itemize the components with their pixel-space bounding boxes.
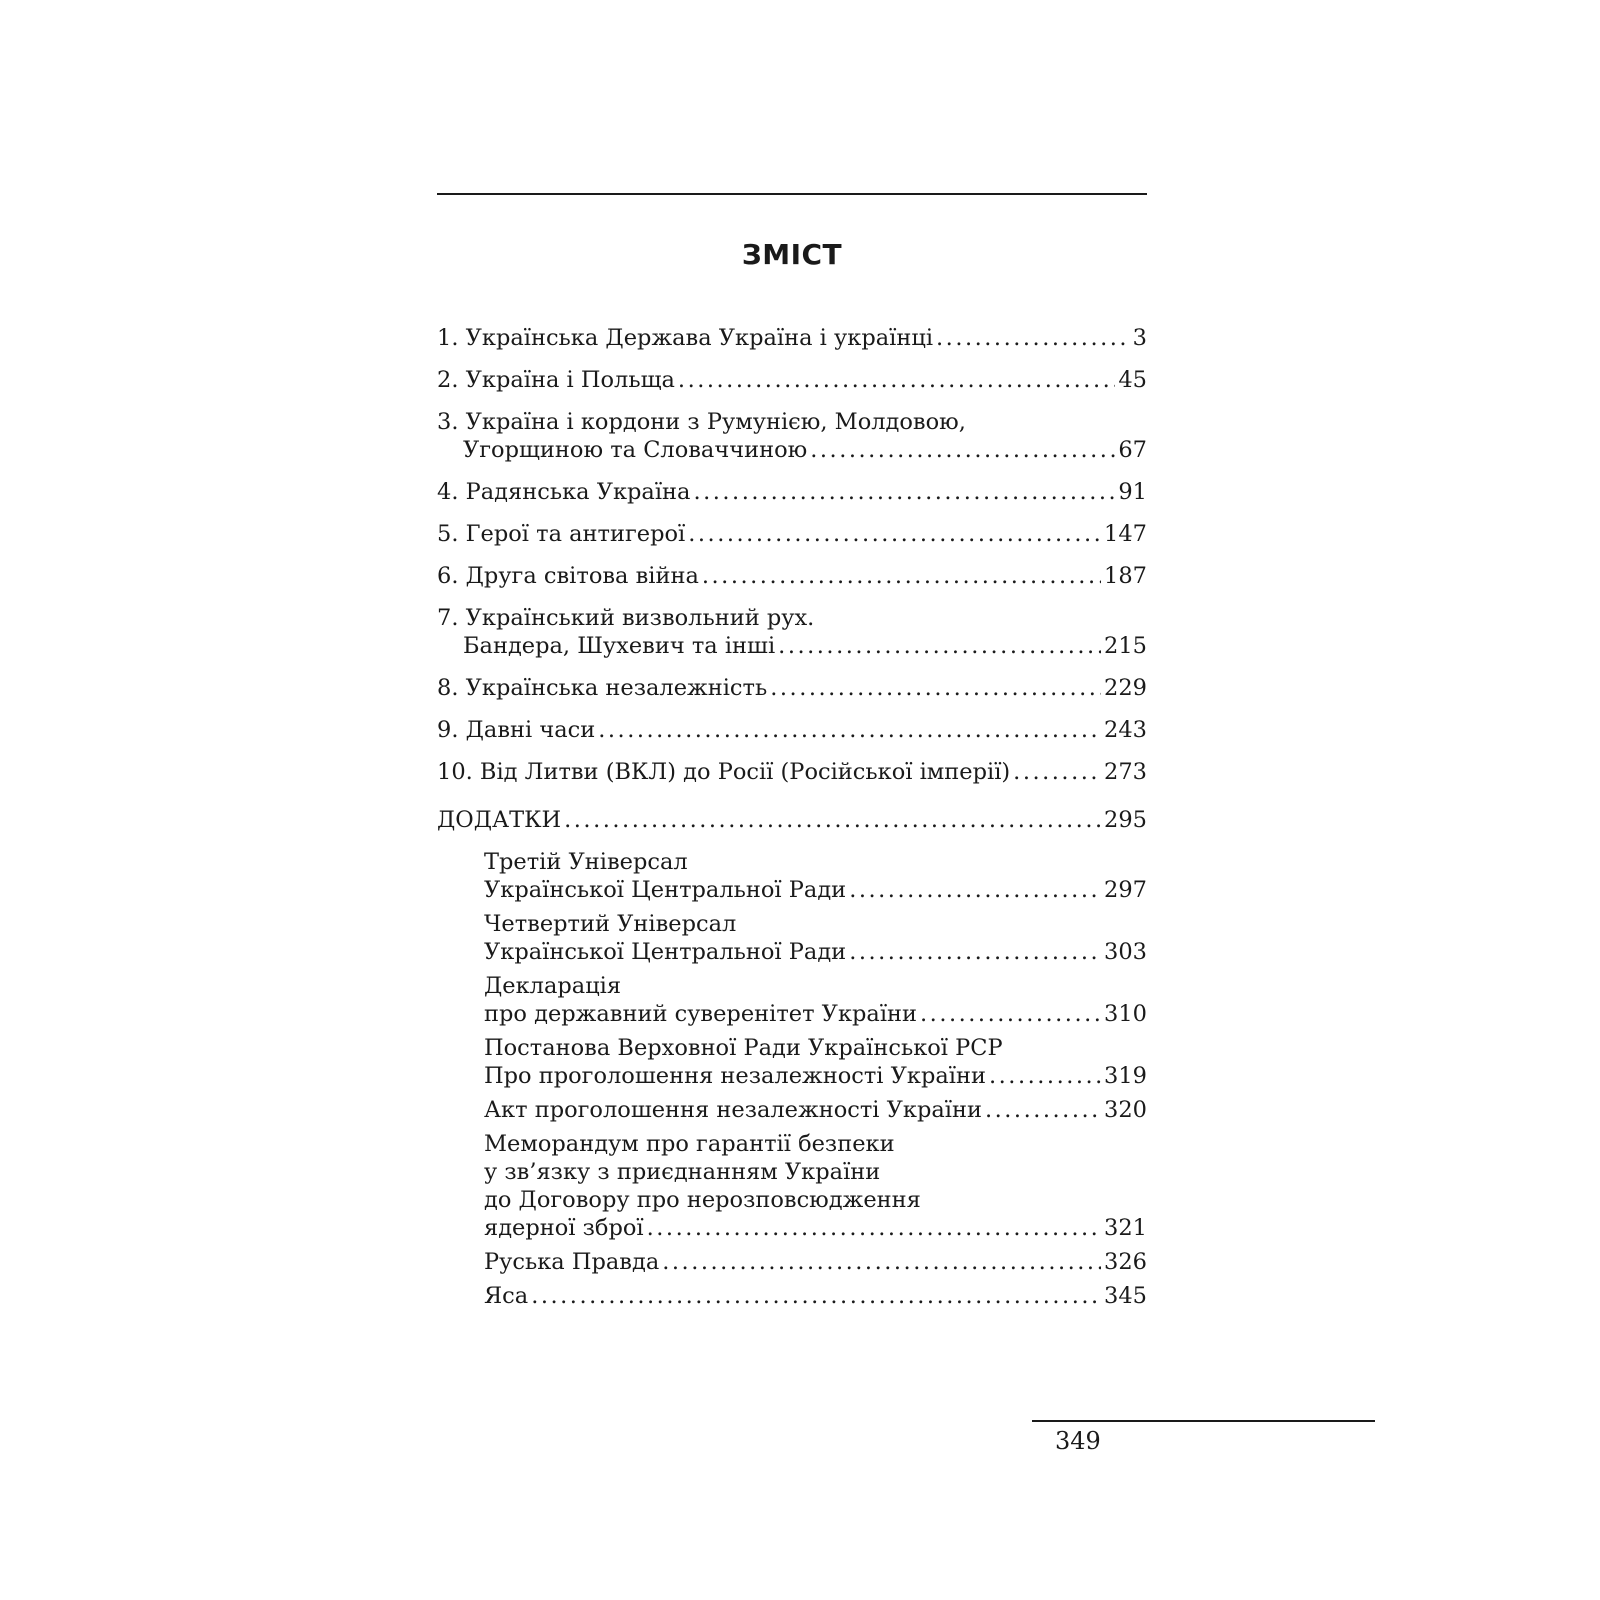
leader-dots (1013, 758, 1101, 786)
toc-entry-label-line: до Договору про нерозповсюдження (484, 1187, 921, 1213)
leader-dots (678, 366, 1115, 394)
leader-dots (564, 806, 1101, 834)
toc-entry-4[interactable] (437, 478, 1147, 506)
toc-entry-label-line: Постанова Верховної Ради Української РСР (484, 1035, 1003, 1061)
toc-entry-page: 303 (1104, 939, 1147, 965)
toc-entry-label: 6. Друга світова війна (437, 563, 699, 589)
toc-entry-label: Руська Правда (484, 1249, 660, 1275)
leader-dots (849, 876, 1101, 904)
toc-appendix-item-6[interactable] (437, 1130, 1147, 1242)
leader-dots (702, 562, 1101, 590)
toc-entry-page: 273 (1104, 759, 1147, 785)
toc-entry-page: 321 (1104, 1215, 1147, 1241)
toc-entry-appendix[interactable] (437, 806, 1147, 834)
toc-entry-page: 187 (1104, 563, 1147, 589)
toc-entry-10[interactable] (437, 758, 1147, 786)
toc-entry-label: Української Центральної Ради (484, 939, 847, 965)
toc-entry-page: 215 (1104, 633, 1147, 659)
toc-entry-label-line: у зв’язку з приєднанням України (484, 1159, 881, 1185)
toc-entry-page: 147 (1104, 521, 1147, 547)
leader-dots (810, 436, 1115, 464)
toc-entry-1[interactable] (437, 324, 1147, 352)
toc-appendix-item-1[interactable] (437, 848, 1147, 904)
toc-entry-label: 10. Від Литви (ВКЛ) до Росії (Російської імперії) (437, 759, 1011, 785)
toc-entry-label: 8. Українська незалежність (437, 675, 768, 701)
toc-appendix-item-4[interactable] (437, 1034, 1147, 1090)
toc-appendix-item-8[interactable] (437, 1282, 1147, 1310)
toc-entry-label: 2. Україна і Польща (437, 367, 675, 393)
toc-entry-7[interactable] (437, 604, 1147, 660)
toc-entry-5[interactable] (437, 520, 1147, 548)
toc-entry-page: 91 (1118, 479, 1147, 505)
page-number: 349 (1055, 1427, 1101, 1455)
toc-entry-label-line: Декларація (484, 973, 622, 999)
toc-entry-3[interactable] (437, 408, 1147, 464)
toc-entry-label-line: Меморандум про гарантії безпеки (484, 1131, 895, 1157)
toc-entry-page: 297 (1104, 877, 1147, 903)
toc-entry-page: 295 (1104, 807, 1147, 833)
toc-entry-8[interactable] (437, 674, 1147, 702)
toc-entry-label: 9. Давні часи (437, 717, 596, 743)
footer-rule (1032, 1420, 1375, 1422)
toc-entry-label: 1. Українська Держава Україна і українці (437, 325, 934, 351)
toc-appendix-item-7[interactable] (437, 1248, 1147, 1276)
toc-appendix-item-5[interactable] (437, 1096, 1147, 1124)
page-title: ЗМІСТ (741, 238, 843, 271)
toc-entry-label: Яса (484, 1283, 529, 1309)
toc-entry-label-line: Четвертий Універсал (484, 911, 737, 937)
leader-dots (989, 1062, 1101, 1090)
toc-entry-label: Акт проголошення незалежності України (484, 1097, 982, 1123)
leader-dots (770, 674, 1101, 702)
leader-dots (985, 1096, 1101, 1124)
toc-entry-label: 4. Радянська Україна (437, 479, 691, 505)
toc-entry-label: Про проголошення незалежності України (484, 1063, 986, 1089)
toc-entry-page: 319 (1104, 1063, 1147, 1089)
leader-dots (598, 716, 1101, 744)
toc-appendix-item-3[interactable] (437, 972, 1147, 1028)
toc-entry-label: про державний суверенітет України (484, 1001, 918, 1027)
toc-entry-label: Бандера, Шухевич та інші (463, 633, 776, 659)
leader-dots (693, 478, 1115, 506)
toc-entry-page: 67 (1118, 437, 1147, 463)
leader-dots (778, 632, 1101, 660)
toc-entry-label: Української Центральної Ради (484, 877, 847, 903)
toc-entry-label-line: Третій Універсал (484, 849, 688, 875)
toc-entry-page: 320 (1104, 1097, 1147, 1123)
top-rule (437, 193, 1147, 195)
toc-entry-9[interactable] (437, 716, 1147, 744)
toc-entry-page: 310 (1104, 1001, 1147, 1027)
toc-entry-label: ядерної зброї (484, 1215, 644, 1241)
toc-entry-label: Угорщиною та Словаччиною (463, 437, 808, 463)
leader-dots (647, 1214, 1101, 1242)
toc-entry-6[interactable] (437, 562, 1147, 590)
leader-dots (920, 1000, 1101, 1028)
leader-dots (688, 520, 1101, 548)
leader-dots (849, 938, 1101, 966)
toc-entry-page: 326 (1104, 1249, 1147, 1275)
toc-entry-label-line: 7. Український визвольний рух. (437, 605, 815, 631)
toc-entry-label: ДОДАТКИ (437, 807, 562, 833)
toc-entry-label: 5. Герої та антигерої (437, 521, 686, 547)
toc-entry-label-line: 3. Україна і кордони з Румунією, Молдовою, (437, 409, 966, 435)
toc-entry-page: 3 (1132, 325, 1147, 351)
toc-entry-page: 45 (1118, 367, 1147, 393)
leader-dots (936, 324, 1130, 352)
toc-entry-page: 243 (1104, 717, 1147, 743)
toc-entry-page: 229 (1104, 675, 1147, 701)
toc-entry-2[interactable] (437, 366, 1147, 394)
leader-dots (531, 1282, 1101, 1310)
toc-entry-page: 345 (1104, 1283, 1147, 1309)
toc-appendix-item-2[interactable] (437, 910, 1147, 966)
table-of-contents (437, 324, 1147, 1310)
leader-dots (662, 1248, 1101, 1276)
